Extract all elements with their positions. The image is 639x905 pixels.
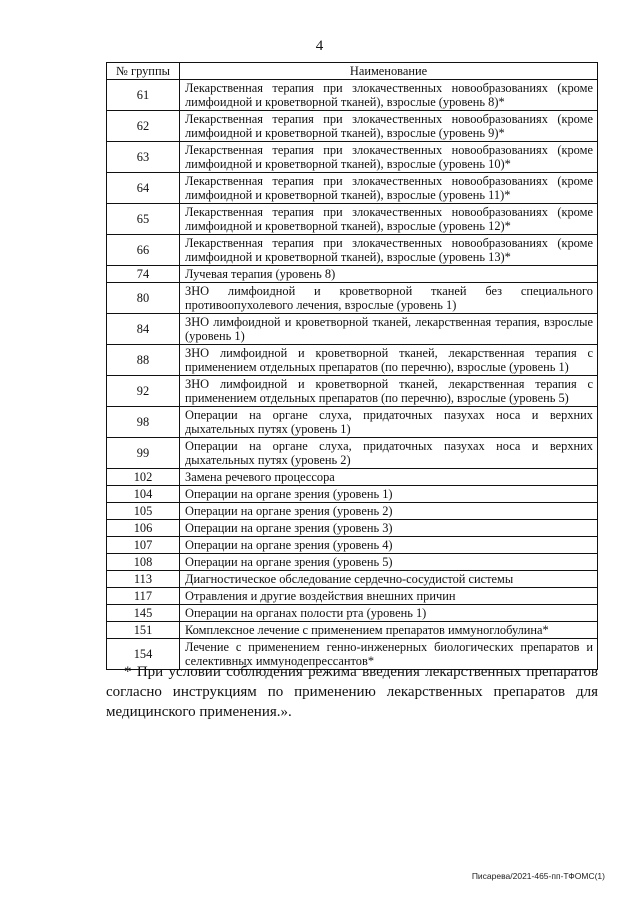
- table-body: [107, 80, 598, 670]
- group-name: Операции на органе зрения (уровень 5): [180, 554, 598, 571]
- table-row: [107, 571, 598, 588]
- group-number: 108: [107, 554, 180, 571]
- group-number: 63: [107, 142, 180, 173]
- footnote-line: * При условии соблюдения режима введения лекарственных препаратов: [124, 664, 598, 680]
- group-name: Лекарственная терапия при злокачественных новообразованиях (кроме лимфоидной и кроветворной тканей), взрослые (уровень 8)*: [180, 80, 598, 111]
- group-number: 62: [107, 111, 180, 142]
- group-name: ЗНО лимфоидной и кроветворной тканей, лекарственная терапия с применением отдельных препаратов (по перечню), взрослые (уровень 1): [180, 345, 598, 376]
- table-row: [107, 314, 598, 345]
- table-row: [107, 438, 598, 469]
- table-row: [107, 235, 598, 266]
- footnote-line: согласно инструкциям по применению лекарственных препаратов для: [106, 684, 598, 700]
- group-number: 107: [107, 537, 180, 554]
- document-footer-id: Писарева/2021-465-пп-ТФОМС(1): [471, 871, 605, 881]
- table-row: [107, 173, 598, 204]
- group-name: Операции на органе зрения (уровень 1): [180, 486, 598, 503]
- table-row: [107, 345, 598, 376]
- group-name: Замена речевого процессора: [180, 469, 598, 486]
- group-name: Лекарственная терапия при злокачественных новообразованиях (кроме лимфоидной и кроветворной тканей), взрослые (уровень 10)*: [180, 142, 598, 173]
- table-row: [107, 469, 598, 486]
- group-number: 64: [107, 173, 180, 204]
- group-name: Операции на органе слуха, придаточных пазухах носа и верхних дыхательных путях (уровень 2): [180, 438, 598, 469]
- table-row: [107, 80, 598, 111]
- table-row: [107, 283, 598, 314]
- group-number: 74: [107, 266, 180, 283]
- group-name: Комплексное лечение с применением препаратов иммуноглобулина*: [180, 622, 598, 639]
- group-name: Операции на органе зрения (уровень 2): [180, 503, 598, 520]
- group-number: 151: [107, 622, 180, 639]
- table-row: [107, 486, 598, 503]
- table-row: [107, 266, 598, 283]
- table-row: [107, 142, 598, 173]
- group-number: 106: [107, 520, 180, 537]
- group-name: Лучевая терапия (уровень 8): [180, 266, 598, 283]
- footnote: [106, 662, 598, 722]
- table-row: [107, 111, 598, 142]
- group-number-header: № группы: [107, 63, 180, 80]
- group-number: 99: [107, 438, 180, 469]
- group-name: Операции на органе зрения (уровень 3): [180, 520, 598, 537]
- group-name: Лекарственная терапия при злокачественных новообразованиях (кроме лимфоидной и кроветворной тканей), взрослые (уровень 13)*: [180, 235, 598, 266]
- table-row: [107, 520, 598, 537]
- group-number: 102: [107, 469, 180, 486]
- name-header: Наименование: [180, 63, 598, 80]
- table-row: [107, 537, 598, 554]
- group-number: 105: [107, 503, 180, 520]
- table-row: [107, 605, 598, 622]
- group-name: Лечение с применением генно-инженерных биологических препаратов и селективных иммунодепрессантов*: [180, 639, 598, 670]
- group-number: 104: [107, 486, 180, 503]
- table-header-row: [107, 63, 598, 80]
- group-name: Лекарственная терапия при злокачественных новообразованиях (кроме лимфоидной и кроветворной тканей), взрослые (уровень 12)*: [180, 204, 598, 235]
- group-number: 154: [107, 639, 180, 670]
- group-number: 113: [107, 571, 180, 588]
- table-row: [107, 204, 598, 235]
- groups-table: [106, 62, 598, 670]
- group-name: Операции на органах полости рта (уровень 1): [180, 605, 598, 622]
- group-number: 80: [107, 283, 180, 314]
- page-number: 4: [315, 38, 324, 54]
- group-name: Лекарственная терапия при злокачественных новообразованиях (кроме лимфоидной и кроветворной тканей), взрослые (уровень 9)*: [180, 111, 598, 142]
- table-row: [107, 407, 598, 438]
- group-number: 65: [107, 204, 180, 235]
- group-number: 61: [107, 80, 180, 111]
- group-number: 92: [107, 376, 180, 407]
- table-row: [107, 622, 598, 639]
- table-row: [107, 554, 598, 571]
- table-row: [107, 588, 598, 605]
- group-name: Диагностическое обследование сердечно-сосудистой системы: [180, 571, 598, 588]
- group-number: 145: [107, 605, 180, 622]
- group-name: ЗНО лимфоидной и кроветворной тканей, лекарственная терапия с применением отдельных препаратов (по перечню), взрослые (уровень 5): [180, 376, 598, 407]
- group-name: ЗНО лимфоидной и кроветворной тканей без специального противоопухолевого лечения, взрослые (уровень 1): [180, 283, 598, 314]
- group-name: Операции на органе слуха, придаточных пазухах носа и верхних дыхательных путях (уровень 1): [180, 407, 598, 438]
- group-number: 84: [107, 314, 180, 345]
- table-row: [107, 376, 598, 407]
- group-name: ЗНО лимфоидной и кроветворной тканей, лекарственная терапия, взрослые (уровень 1): [180, 314, 598, 345]
- table-row: [107, 503, 598, 520]
- group-number: 98: [107, 407, 180, 438]
- group-number: 88: [107, 345, 180, 376]
- group-name: Лекарственная терапия при злокачественных новообразованиях (кроме лимфоидной и кроветворной тканей), взрослые (уровень 11)*: [180, 173, 598, 204]
- group-number: 66: [107, 235, 180, 266]
- group-name: Операции на органе зрения (уровень 4): [180, 537, 598, 554]
- group-name: Отравления и другие воздействия внешних причин: [180, 588, 598, 605]
- footnote-line: медицинского применения.».: [106, 704, 292, 720]
- group-number: 117: [107, 588, 180, 605]
